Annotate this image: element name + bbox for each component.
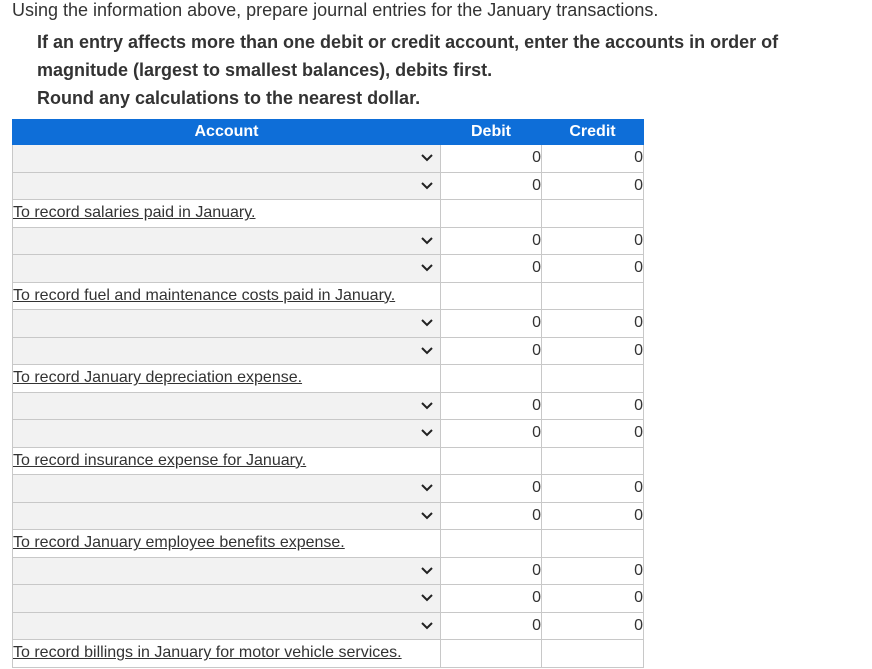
account-select[interactable] <box>13 392 441 420</box>
table-row <box>13 337 644 365</box>
chevron-down-icon[interactable] <box>420 150 434 164</box>
instruction-line-3: Round any calculations to the nearest dollar. <box>37 88 421 108</box>
debit-input[interactable]: 0 <box>441 255 542 283</box>
table-row <box>13 255 644 283</box>
credit-input[interactable]: 0 <box>542 310 644 338</box>
debit-input[interactable]: 0 <box>441 227 542 255</box>
instruction-line-2: magnitude (largest to smallest balances), debits first. <box>37 60 493 80</box>
memo-row <box>13 530 644 558</box>
debit-input[interactable]: 0 <box>441 585 542 613</box>
debit-input[interactable]: 0 <box>441 145 542 173</box>
account-select[interactable] <box>13 585 441 613</box>
memo-row <box>13 200 644 228</box>
memo-text: To record January depreciation expense. <box>13 369 303 387</box>
chevron-down-icon[interactable] <box>420 425 434 439</box>
account-select[interactable] <box>13 475 441 503</box>
credit-input[interactable]: 0 <box>542 392 644 420</box>
memo-credit-blank <box>542 447 644 475</box>
memo-credit-blank <box>542 640 644 668</box>
journal-entry-table <box>12 119 644 668</box>
memo-debit-blank <box>441 530 542 558</box>
table-row <box>13 475 644 503</box>
table-row <box>13 392 644 420</box>
debit-input[interactable]: 0 <box>441 502 542 530</box>
memo-credit-blank <box>542 200 644 228</box>
table-row <box>13 172 644 200</box>
memo-cell <box>13 365 441 393</box>
account-select[interactable] <box>13 255 441 283</box>
credit-input[interactable]: 0 <box>542 502 644 530</box>
account-select[interactable] <box>13 337 441 365</box>
chevron-down-icon[interactable] <box>420 233 434 247</box>
chevron-down-icon[interactable] <box>420 508 434 522</box>
account-select[interactable] <box>13 172 441 200</box>
memo-row <box>13 640 644 668</box>
memo-text: To record billings in January for motor vehicle services. <box>13 644 402 662</box>
memo-row <box>13 282 644 310</box>
memo-cell <box>13 447 441 475</box>
account-select[interactable] <box>13 310 441 338</box>
account-select[interactable] <box>13 420 441 448</box>
chevron-down-icon[interactable] <box>420 315 434 329</box>
memo-debit-blank <box>441 640 542 668</box>
account-select[interactable] <box>13 502 441 530</box>
memo-credit-blank <box>542 365 644 393</box>
chevron-down-icon[interactable] <box>420 260 434 274</box>
chevron-down-icon[interactable] <box>420 178 434 192</box>
account-select[interactable] <box>13 557 441 585</box>
debit-input[interactable]: 0 <box>441 310 542 338</box>
chevron-down-icon[interactable] <box>420 618 434 632</box>
credit-header: Credit <box>542 120 644 145</box>
memo-text: To record fuel and maintenance costs paid in January. <box>13 286 396 304</box>
memo-row <box>13 365 644 393</box>
memo-debit-blank <box>441 200 542 228</box>
memo-debit-blank <box>441 447 542 475</box>
instructions <box>37 28 867 112</box>
memo-debit-blank <box>441 365 542 393</box>
table-row <box>13 227 644 255</box>
table-row <box>13 557 644 585</box>
chevron-down-icon[interactable] <box>420 480 434 494</box>
account-select[interactable] <box>13 227 441 255</box>
debit-header: Debit <box>441 120 542 145</box>
memo-text: To record salaries paid in January. <box>13 204 256 222</box>
memo-text: To record insurance expense for January. <box>13 451 307 469</box>
credit-input[interactable]: 0 <box>542 172 644 200</box>
credit-input[interactable]: 0 <box>542 585 644 613</box>
memo-text: To record January employee benefits expense. <box>13 534 345 552</box>
chevron-down-icon[interactable] <box>420 590 434 604</box>
credit-input[interactable]: 0 <box>542 145 644 173</box>
chevron-down-icon[interactable] <box>420 398 434 412</box>
table-header-row <box>13 120 644 145</box>
memo-cell <box>13 640 441 668</box>
credit-input[interactable]: 0 <box>542 337 644 365</box>
debit-input[interactable]: 0 <box>441 392 542 420</box>
credit-input[interactable]: 0 <box>542 612 644 640</box>
memo-row <box>13 447 644 475</box>
chevron-down-icon[interactable] <box>420 563 434 577</box>
account-select[interactable] <box>13 145 441 173</box>
debit-input[interactable]: 0 <box>441 420 542 448</box>
memo-credit-blank <box>542 282 644 310</box>
table-row <box>13 420 644 448</box>
chevron-down-icon[interactable] <box>420 343 434 357</box>
debit-input[interactable]: 0 <box>441 612 542 640</box>
table-row <box>13 502 644 530</box>
debit-input[interactable]: 0 <box>441 475 542 503</box>
credit-input[interactable]: 0 <box>542 255 644 283</box>
account-select[interactable] <box>13 612 441 640</box>
memo-debit-blank <box>441 282 542 310</box>
credit-input[interactable]: 0 <box>542 227 644 255</box>
instruction-line-1: If an entry affects more than one debit or credit account, enter the accounts in order of <box>37 32 779 52</box>
debit-input[interactable]: 0 <box>441 337 542 365</box>
memo-credit-blank <box>542 530 644 558</box>
credit-input[interactable]: 0 <box>542 557 644 585</box>
intro-text: Using the information above, prepare journal entries for the January transactions. <box>12 0 659 20</box>
account-header: Account <box>13 120 441 145</box>
credit-input[interactable]: 0 <box>542 420 644 448</box>
memo-cell <box>13 530 441 558</box>
table-row <box>13 145 644 173</box>
table-row <box>13 310 644 338</box>
credit-input[interactable]: 0 <box>542 475 644 503</box>
debit-input[interactable]: 0 <box>441 172 542 200</box>
table-row <box>13 612 644 640</box>
table-row <box>13 585 644 613</box>
memo-cell <box>13 200 441 228</box>
debit-input[interactable]: 0 <box>441 557 542 585</box>
memo-cell <box>13 282 441 310</box>
